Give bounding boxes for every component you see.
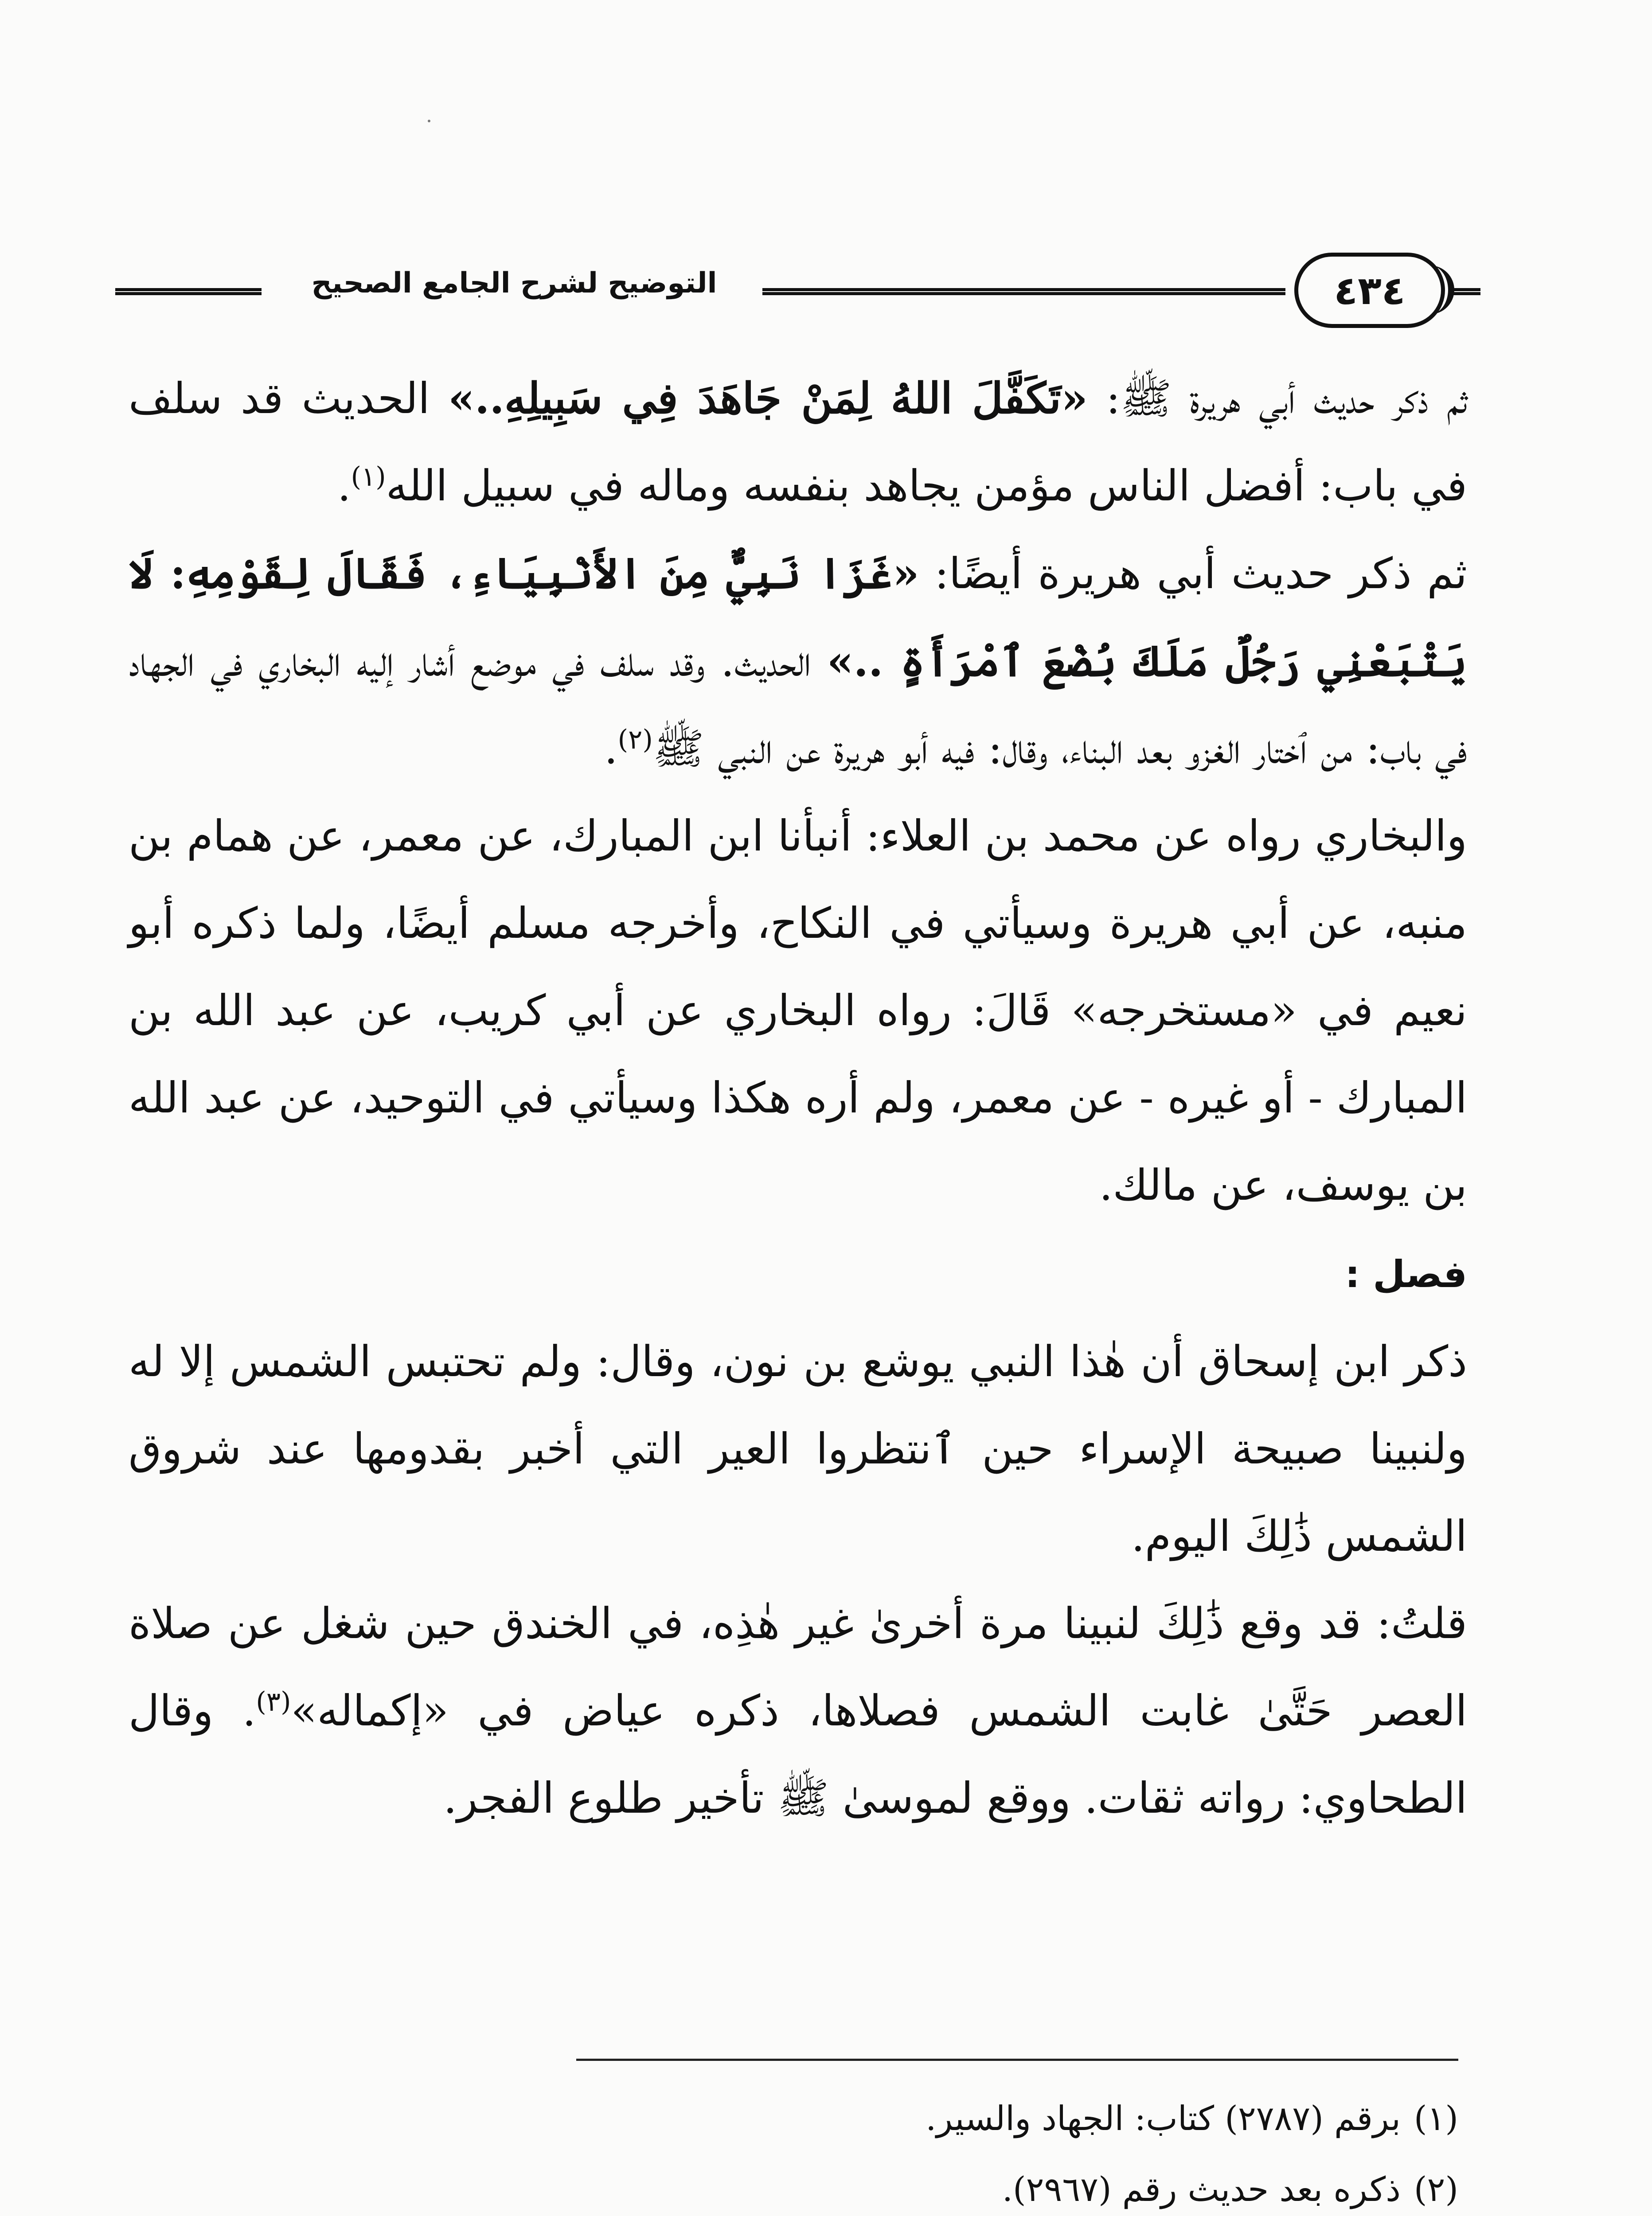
footnote-number: (١): [1414, 2099, 1458, 2138]
scan-speck: [428, 120, 430, 122]
footnote-2: [576, 2154, 1458, 2216]
p2-rest: الحديث. وقد سلف في موضع أشار إليه البخاري في الجهاد في باب: من ٱختار الغزو بعد البناء، وقال: فيه أبو هريرة عن النبي ﷺ: [129, 636, 1467, 773]
p5-lead: قلتُ: قد وقع ذَٰلِكَ لنبينا مرة أخرىٰ غير هٰذِه، في الخندق حين شغل عن صلاة العصر حَتَّىٰ غابت الشمس فصلاها، ذكره عياض في «إكماله»: [129, 1599, 1468, 1736]
p5-rest: . وقال الطحاوي: رواته ثقات. ووقع لموسىٰ ﷺ تأخير طلوع الفجر.: [129, 1686, 1467, 1823]
paragraph-5: [129, 1580, 1467, 1842]
section-heading: فصل :: [1345, 1252, 1467, 1296]
p1-lead: ثم ذكر حديث أبي هريرة ﷺ:: [1087, 374, 1468, 423]
paragraph-1: [129, 355, 1467, 530]
section-heading-line: [129, 1229, 1467, 1318]
footnote-text: ذكره بعد حديث رقم (٢٩٦٧).: [1002, 2169, 1401, 2209]
p2-lead: ثم ذكر حديث أبي هريرة أيضًا:: [919, 549, 1467, 598]
p1-end: .: [337, 461, 351, 511]
footnote-number: (٢): [1414, 2169, 1458, 2209]
page-number-frame: [1294, 253, 1445, 328]
footnote-ref-3[interactable]: (٣): [256, 1686, 291, 1717]
p1-rest: الحديث قد سلف في باب: أفضل الناس مؤمن يجاهد بنفسه وماله في سبيل الله: [129, 374, 1467, 511]
page-header: [115, 248, 1476, 337]
main-text: [129, 355, 1467, 1842]
header-rule-right: [1449, 288, 1480, 295]
paragraph-2: [129, 530, 1467, 792]
header-rule-left: [115, 288, 262, 295]
paragraph-4: ذكر ابن إسحاق أن هٰذا النبي يوشع بن نون، وقال: ولم تحتبس الشمس إلا له ولنبينا صبيحة الإسراء حين ٱنتظروا العير التي أخبر بقدومها عند شروق الشمس ذَٰلِكَ اليوم.: [129, 1337, 1468, 1561]
footnote-text: برقم (٢٧٨٧) كتاب: الجهاد والسير.: [926, 2099, 1401, 2138]
p1-hadith-quote: «تَكَفَّلَ اللهُ لِمَنْ جَاهَدَ فِي سَبِيلِهِ..»: [448, 373, 1088, 423]
paragraph-3: والبخاري رواه عن محمد بن العلاء: أنبأنا ابن المبارك، عن معمر، عن همام بن منبه، عن أبي هريرة وسيأتي في النكاح، وأخرجه مسلم أيضًا، ولما ذكره أبو نعيم في «مستخرجه» قَالَ: رواه البخاري عن أبي كريب، عن عبد الله بن المبارك - أو غيره - عن معمر، ولم أره هكذا وسيأتي في التوحيد، عن عبد الله بن يوسف، عن مالك.: [129, 811, 1467, 1210]
p2-hadith-quote: «غَزَا نَبِيٌّ مِنَ الأَنْبِيَاءِ، فَقَالَ لِقَوْمِهِ: لَا يَتْبَعْنِي رَجُلٌ مَلَكَ بُضْعَ ٱمْرَأَةٍ ..»: [129, 548, 1468, 686]
p2-end: .: [604, 724, 618, 773]
footnotes: [576, 2083, 1458, 2216]
page-number: ٤٣٤: [1334, 267, 1406, 313]
running-title: التوضيح لشرح الجامع الصحيح: [311, 267, 717, 300]
header-rule-middle: [762, 288, 1285, 295]
footnote-ref-2[interactable]: (٢): [617, 724, 653, 755]
footnote-ref-1[interactable]: (١): [351, 461, 386, 492]
footnote-1: [576, 2083, 1458, 2154]
footnote-separator: [576, 2059, 1458, 2061]
